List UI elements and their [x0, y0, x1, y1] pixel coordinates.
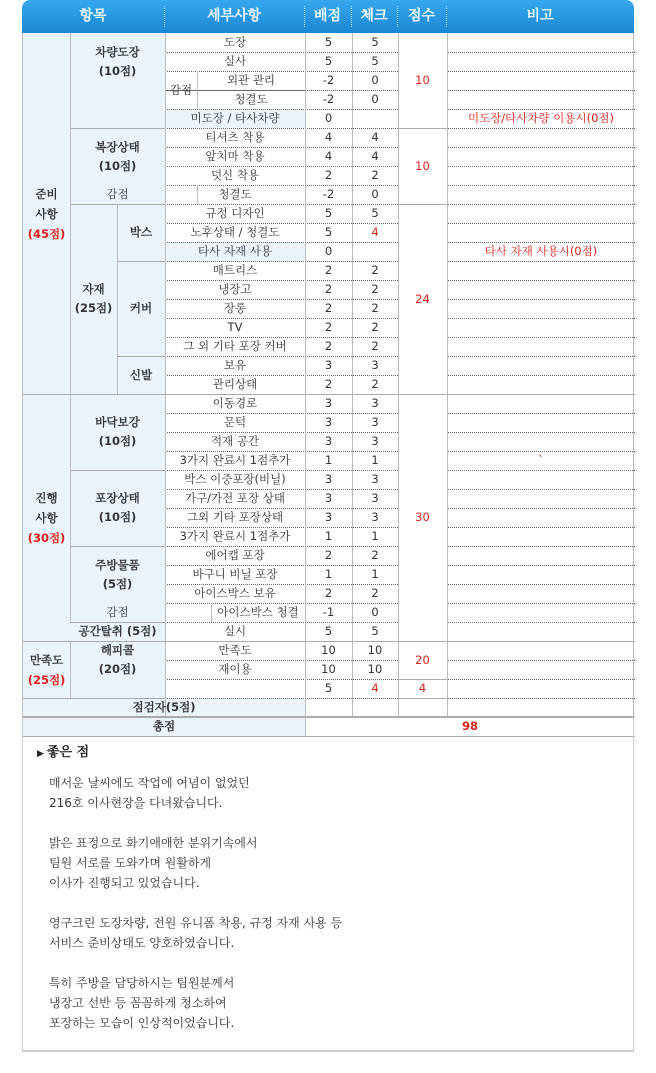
- row-points: -1: [322, 605, 335, 619]
- row-points: 3: [324, 491, 333, 505]
- row-check: 3: [371, 472, 379, 486]
- row-detail: 청결도: [234, 92, 268, 106]
- row-points: 2: [324, 168, 333, 182]
- group-happycall: 해피콜 (20점): [98, 643, 137, 676]
- row-note: 타사 자재 사용시(0점): [484, 244, 598, 258]
- row-points: 3: [324, 510, 333, 524]
- row-points: 2: [324, 320, 333, 334]
- row-check: 1: [371, 567, 379, 581]
- remark-paragraph: 영구크린 도장차량, 전원 유니폼 착용, 규정 자재 사용 등 서비스 준비상태도 양호하였습니다.: [49, 916, 343, 950]
- section-prep-title: 준비 사항: [35, 186, 58, 221]
- section-satisfaction-title: 만족도: [29, 652, 64, 667]
- row-detail: 실시: [223, 624, 247, 638]
- row-points: 2: [324, 263, 333, 277]
- row-detail: 만족도: [218, 643, 252, 657]
- row-detail: 도장: [223, 35, 247, 49]
- deduction-label: 감점: [169, 82, 193, 97]
- score-total: 98: [461, 719, 478, 733]
- row-detail: 덧신 착용: [210, 168, 260, 182]
- row-check: 2: [371, 320, 379, 334]
- row-points: 3: [324, 472, 333, 486]
- row-check: 1: [371, 453, 379, 467]
- row-check: [352, 242, 398, 261]
- row-detail: 그외 기타 포장상태: [186, 510, 284, 524]
- row-points: 0: [324, 111, 333, 125]
- row-detail: 3가지 완료시 1점추가: [179, 529, 291, 543]
- row-detail: TV: [227, 320, 243, 334]
- header-note: 비고: [526, 8, 554, 24]
- group-total: 총점: [152, 719, 176, 733]
- row-detail: 3가지 완료시 1점추가: [179, 453, 291, 467]
- row-points: 3: [324, 396, 333, 410]
- row-detail: 이동경로: [212, 396, 258, 410]
- row-points: 5: [324, 225, 333, 239]
- header-points: 배점: [313, 8, 342, 24]
- row-points: 4: [324, 149, 333, 163]
- row-detail: 미도장 / 타사차량: [190, 111, 280, 125]
- row-points: 4: [324, 130, 333, 144]
- group-inspector: 점검자(5점): [132, 700, 196, 714]
- row-detail: 아이스박스 보유: [194, 586, 276, 600]
- row-check: 5: [371, 35, 379, 49]
- row-detail: 가구/가전 포장 상태: [184, 491, 286, 505]
- row-points: -2: [322, 73, 335, 87]
- row-check: 2: [371, 548, 379, 562]
- header-check: 체크: [360, 8, 388, 24]
- row-detail: 규정 디자인: [205, 206, 265, 220]
- score-progress: 30: [415, 510, 430, 524]
- row-points: 5: [324, 624, 333, 638]
- group-shoes: 신발: [129, 367, 153, 382]
- score-attire: 10: [415, 158, 430, 173]
- row-check: 2: [371, 168, 379, 182]
- row-detail: 보유: [223, 358, 247, 372]
- row-detail: 냉장고: [218, 282, 252, 296]
- row-check: 4: [371, 681, 379, 695]
- row-detail: 타사 자재 사용: [198, 244, 272, 258]
- row-points: 2: [324, 548, 333, 562]
- row-check: 0: [371, 73, 379, 87]
- row-detail: 적재 공간: [210, 434, 260, 448]
- row-check: 0: [371, 187, 379, 201]
- group-box: 박스: [129, 225, 153, 239]
- score-vehicle: 10: [415, 73, 430, 87]
- evaluation-table: [22, 33, 634, 733]
- row-points: -2: [322, 92, 335, 106]
- row-detail: 바구니 비닐 포장: [192, 567, 278, 581]
- row-points: 3: [324, 415, 333, 429]
- row-check: [352, 109, 398, 128]
- section-progress-points: (30점): [27, 530, 66, 545]
- row-points: 1: [324, 529, 333, 543]
- row-check: 2: [371, 586, 379, 600]
- row-points: 3: [324, 434, 333, 448]
- group-packing: 포장상태 (10점): [95, 491, 140, 524]
- header-detail: 세부사항: [206, 8, 262, 24]
- group-floor: 바닥보강 (10점): [95, 415, 140, 448]
- score-materials: 24: [415, 291, 430, 306]
- row-detail: 실사: [223, 54, 247, 68]
- row-note: `: [538, 453, 544, 467]
- deduction-label: 감점: [106, 605, 129, 619]
- row-detail: 앞치마 착용: [205, 149, 265, 163]
- row-detail: 노후상태 / 청결도: [190, 225, 280, 239]
- row-check: 3: [371, 358, 379, 372]
- row-points: -2: [322, 187, 335, 201]
- section-progress: [23, 394, 70, 641]
- row-check: 3: [371, 415, 379, 429]
- row-check: 2: [371, 301, 379, 315]
- row-detail: 박스 이중포장(비닐): [184, 472, 286, 486]
- row-check: 4: [371, 149, 379, 163]
- group-materials: 자재 (25점): [74, 282, 113, 315]
- row-check: 0: [371, 92, 379, 106]
- row-points: 2: [324, 282, 333, 296]
- section-satisfaction: [23, 641, 70, 698]
- remark-paragraph: 매서운 날씨에도 작업에 여념이 없었던 216호 이사현장을 다녀왔습니다.: [49, 776, 250, 810]
- row-points: 2: [324, 586, 333, 600]
- row-detail: 재이용: [218, 662, 252, 676]
- row-points: 5: [324, 206, 333, 220]
- group-cleanup: 공간탈취 (5점): [78, 624, 157, 638]
- row-check: 5: [371, 624, 379, 638]
- row-check: 10: [367, 662, 383, 676]
- row-points: 1: [324, 453, 333, 467]
- group-kitchen: 주방물품 (5점): [95, 557, 140, 591]
- row-points: 5: [324, 54, 333, 68]
- row-points: 2: [324, 339, 333, 353]
- row-detail: 티셔츠 착용: [205, 130, 265, 144]
- row-check: 3: [371, 434, 379, 448]
- row-detail: 매트리스: [212, 263, 258, 277]
- group-cover: 커버: [129, 301, 153, 315]
- row-detail: 그 외 기타 포장 커버: [183, 339, 287, 353]
- row-points: 10: [321, 643, 336, 657]
- row-check: 4: [371, 225, 379, 239]
- header-score: 점수: [407, 8, 436, 24]
- score-inspector: 4: [418, 681, 427, 695]
- row-points: 1: [324, 567, 333, 581]
- row-points: 5: [324, 681, 333, 695]
- section-prep-points: (45점): [27, 226, 66, 241]
- row-points: 0: [324, 244, 333, 258]
- row-check: 2: [371, 263, 379, 277]
- row-check: 2: [371, 282, 379, 296]
- remarks-title: ▶ 좋은 점: [37, 745, 90, 760]
- row-check: 5: [371, 206, 379, 220]
- score-happycall: 20: [415, 652, 430, 667]
- remark-paragraph: 밝은 표정으로 화기애애한 분위기속에서 팀원 서로를 도와가며 원활하게 이사가 진행되고 있었습니다.: [49, 836, 258, 890]
- row-check: 0: [371, 605, 379, 619]
- remark-paragraph: 특히 주방을 담당하시는 팀원분께서 냉장고 선반 등 꼼꼼하게 청소하여 포장하는 모습이 인상적이었습니다.: [49, 976, 235, 1030]
- row-points: 10: [321, 662, 336, 676]
- row-check: 2: [371, 339, 379, 353]
- row-detail: 관리상태: [212, 377, 258, 391]
- row-check: 3: [371, 510, 379, 524]
- group-vehicle: 차량도장 (10점): [95, 44, 140, 78]
- row-detail: 에어캡 포장: [205, 548, 265, 562]
- row-detail: 문턱: [223, 415, 247, 429]
- row-detail: 아이스박스 청결: [217, 605, 299, 619]
- row-detail: 청결도: [218, 187, 252, 201]
- group-attire: 복장상태 (10점): [95, 139, 140, 173]
- section-satisfaction-points: (25점): [27, 672, 66, 687]
- row-note: 미도장/타사차량 이용시(0점): [467, 111, 615, 125]
- row-detail: 외관 관리: [226, 73, 276, 87]
- triangle-bullet-icon: ▶: [37, 749, 44, 759]
- row-check: 3: [371, 396, 379, 410]
- header-item: 항목: [79, 8, 107, 24]
- row-detail: 장롱: [223, 301, 247, 315]
- row-check: 4: [371, 130, 379, 144]
- row-points: 5: [324, 35, 333, 49]
- row-check: 3: [371, 491, 379, 505]
- row-points: 2: [324, 377, 333, 391]
- row-check: 10: [367, 643, 383, 657]
- section-prep: [23, 33, 70, 394]
- table-header: [22, 0, 634, 33]
- section-progress-title: 진행 사항: [35, 490, 58, 525]
- row-points: 3: [324, 358, 333, 372]
- deduction-label: 감점: [106, 187, 129, 201]
- row-check: 1: [371, 529, 379, 543]
- row-check: 5: [371, 54, 379, 68]
- row-check: 2: [371, 377, 379, 391]
- remarks-panel: [22, 716, 634, 1052]
- row-points: 2: [324, 301, 333, 315]
